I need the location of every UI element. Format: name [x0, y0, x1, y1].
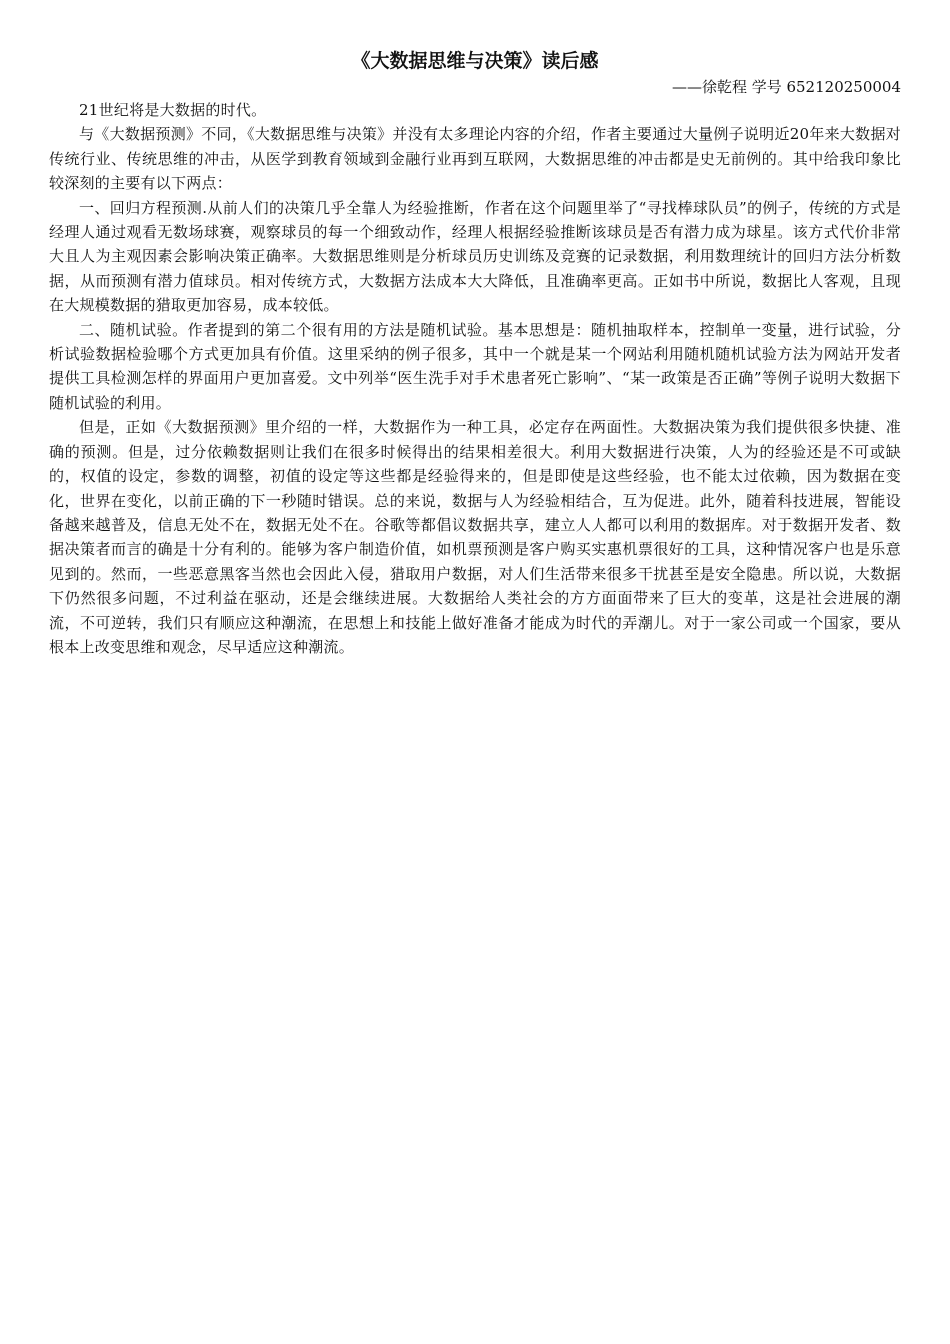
document-title: 《大数据思维与决策》读后感: [351, 50, 599, 72]
paragraph-overview: 与《大数据预测》不同，《大数据思维与决策》并没有太多理论内容的介绍，作者主要通过大量例子说明近20年来大数据对传统行业、传统思维的冲击，从医学到教育领域到金融行业再到互联网，大数据思维的冲击都是史无前例的。其中给我印象比较深刻的主要有以下两点：: [49, 125, 901, 193]
author-byline: ——徐乾程 学号 652120250004: [671, 78, 901, 96]
paragraph-random-trial: 二、随机试验。作者提到的第二个很有用的方法是随机试验。基本思想是：随机抽取样本，控制单一变量，进行试验，分析试验数据检验哪个方式更加具有价值。这里采纳的例子很多，其中一个就是某一个网站利用随机随机试验方法为网站开发者提供工具检测怎样的界面用户更加喜爱。文中列举“医生洗手对手术患者死亡影响”、“某一政策是否正确”等例子说明大数据下随机试验的利用。: [49, 320, 901, 412]
paragraph-conclusion: 但是，正如《大数据预测》里介绍的一样，大数据作为一种工具，必定存在两面性。大数据决策为我们提供很多快捷、准确的预测。但是，过分依赖数据则让我们在很多时候得出的结果相差很大。利用大数据进行决策，人为的经验还是不可或缺的，权值的设定，参数的调整，初值的设定等这些都是经验得来的，但是即使是这些经验，也不能太过依赖，因为数据在变化，世界在变化，以前正确的下一秒随时错误。总的来说，数据与人为经验相结合，互为促进。此外，随着科技进展，智能设备越来越普及，信息无处不在，数据无处不在。谷歌等都倡议数据共享，建立人人都可以利用的数据库。对于数据开发者、数据决策者而言的确是十分有利的。能够为客户制造价值，如机票预测是客户购买实惠机票很好的工具，这种情况客户也是乐意见到的。然而，一些恶意黑客当然也会因此入侵，猎取用户数据，对人们生活带来很多干扰甚至是安全隐患。所以说，大数据下仍然很多问题，不过利益在驱动，还是会继续进展。大数据给人类社会的方方面面带来了巨大的变革，这是社会进展的潮流，不可逆转，我们只有顺应这种潮流，在思想上和技能上做好准备才能成为时代的弄潮儿。对于一家公司或一个国家，要从根本上改变思维和观念，尽早适应这种潮流。: [49, 418, 901, 656]
paragraph-regression: 一、回归方程预测.从前人们的决策几乎全靠人为经验推断，作者在这个问题里举了“寻找棒球队员”的例子，传统的方式是经理人通过观看无数场球赛，观察球员的每一个细致动作，经理人根据经验推断该球员是否有潜力成为球星。该方式代价非常大且人为主观因素会影响决策正确率。大数据思维则是分析球员历史训练及竞赛的记录数据，利用数理统计的回归方法分析数据，从而预测有潜力值球员。相对传统方式，大数据方法成本大大降低，且准确率更高。正如书中所说，数据比人客观，且现在大规模数据的猎取更加容易，成本较低。: [49, 198, 901, 315]
paragraph-intro: 21世纪将是大数据的时代。: [79, 101, 267, 119]
document-body: [49, 98, 901, 659]
document-page: [49, 48, 901, 659]
